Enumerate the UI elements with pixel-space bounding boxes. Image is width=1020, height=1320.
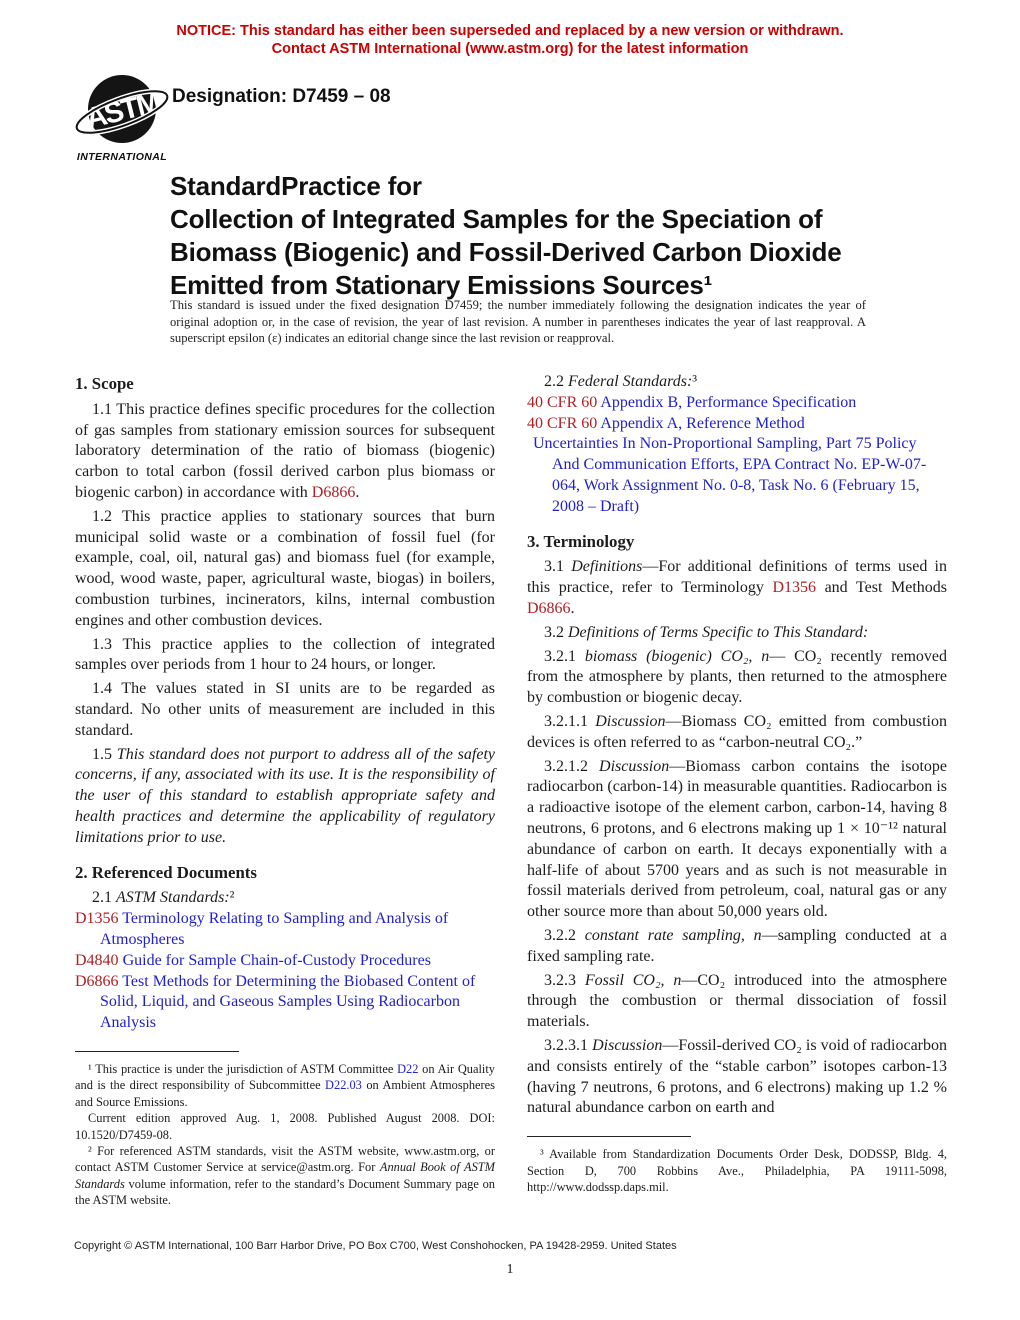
text-segment: biomass (biogenic) CO₂, n [584, 647, 770, 665]
reference-item-d1356 [75, 909, 495, 951]
text-segment: Definitions [571, 558, 643, 576]
doc-link[interactable]: Guide for Sample Chain-of-Custody Procedures [122, 951, 431, 969]
doc-link[interactable]: D4840 [75, 951, 123, 969]
reference-item-d6866 [75, 972, 495, 1034]
text-segment: 1.2 This practice applies to stationary sources that burn municipal solid waste or a combination of fossil fuel (for example, coal, oil, natural gas) and biomass fuel (for example, wood, wood waste, paper, agricultural waste, biogas) in boilers, combustion turbines, incinerators, kilns, internal combustion engines and other combustion devices. [75, 507, 495, 629]
text-segment: 3.2.1.2 [544, 757, 600, 775]
text-segment: ASTM Standards: [116, 889, 230, 907]
text-segment: 3.2.3 [544, 971, 585, 989]
text-segment: Fossil CO₂, n [584, 971, 682, 989]
text-segment: —Biomass CO₂ emitted from combustion devices is often referred to as “carbon-neutral CO₂.” [527, 712, 947, 751]
text-segment: Annual Book of ASTM Standards [75, 1160, 496, 1191]
text-segment: 2.2 [544, 373, 568, 390]
text-segment: Discussion [592, 1036, 663, 1054]
federal-ref-appendix-b [527, 393, 947, 414]
text-segment: volume information, refer to the standard’s Document Summary page on the ASTM website. [75, 1176, 495, 1208]
doc-link[interactable]: D1356 [772, 579, 816, 597]
text-segment: ² [229, 889, 235, 907]
text-segment: Current edition approved Aug. 1, 2008. Published August 2008. DOI: 10.1520/D7459-08. [75, 1111, 495, 1142]
right-footnotes [527, 1136, 947, 1195]
doc-link[interactable]: D6866 [527, 599, 571, 617]
supersession-notice [0, 22, 1020, 58]
paragraph-2-2 [527, 372, 947, 393]
paragraph-3-2-3 [527, 971, 947, 1033]
issuance-note: This standard is issued under the fixed designation D7459; the number immediately following the designation indicates the year of original adoption or, in the case of revision, the year of last revision. A number in parentheses indicates the year of last reapproval. A superscript epsilon (ε) indicates an editorial change since the last revision or reapproval. [170, 298, 866, 345]
reference-item-d4840 [75, 951, 495, 972]
left-footnotes [75, 1051, 495, 1209]
copyright-line: Copyright © ASTM International, 100 Barr Harbor Drive, PO Box C700, West Conshohocken, PA 19428-2959. United States [74, 1240, 677, 1252]
body-columns [75, 372, 947, 1209]
paragraph-1-4 [75, 679, 495, 741]
paragraph-3-1 [527, 557, 947, 619]
text-segment: . [570, 599, 575, 617]
text-segment: . [355, 483, 360, 501]
footnote-1-edition [75, 1110, 495, 1143]
footnote-3 [527, 1146, 947, 1195]
doc-link[interactable]: D22 [397, 1061, 419, 1076]
doc-link[interactable]: D6866 [311, 483, 356, 501]
text-segment: on Ambient Atmospheres and Source Emissions. [75, 1078, 496, 1109]
text-segment: constant rate sampling, n [584, 926, 762, 944]
text-segment: —sampling conducted at a fixed sampling rate. [527, 926, 948, 965]
paragraph-3-2-1-2 [527, 757, 947, 923]
astm-logo-international: INTERNATIONAL [76, 151, 168, 163]
title-line-3: Biomass (Biogenic) and Fossil-Derived Carbon Dioxide [170, 237, 842, 267]
section-heading-referenced-documents: 2. Referenced Documents [75, 862, 257, 882]
right-column [527, 372, 947, 1209]
footnote-rule-right [527, 1136, 691, 1137]
designation: Designation: D7459 – 08 [172, 86, 391, 107]
text-segment: and Test Methods [816, 579, 947, 597]
paragraph-3-2-1 [527, 647, 947, 709]
doc-link[interactable]: D22.03 [325, 1078, 362, 1093]
text-segment: Discussion [599, 757, 670, 775]
title-line-4: Emitted from Stationary Emissions Sources¹ [170, 270, 713, 300]
text-segment: ¹ This practice is under the jurisdiction of ASTM Committee [88, 1061, 398, 1076]
notice-line-2: Contact ASTM International (www.astm.org) for the latest information [271, 41, 749, 57]
text-segment: Federal Standards: [568, 373, 693, 390]
footnote-1 [75, 1061, 495, 1110]
text-segment: 3.2.3.1 [544, 1036, 593, 1054]
footnote-rule-left [75, 1051, 239, 1052]
paragraph-1-5 [75, 745, 495, 849]
astm-logo-icon [72, 72, 172, 150]
astm-logo [70, 72, 174, 163]
text-segment: —For additional definitions of terms used in this practice, refer to Terminology [527, 558, 948, 597]
paragraph-3-2-3-1 [527, 1036, 947, 1119]
text-segment: 2.1 [92, 889, 116, 907]
doc-link[interactable]: Appendix B, Performance Specification [597, 393, 857, 411]
section-heading-terminology: 3. Terminology [527, 531, 635, 551]
notice-line-1: NOTICE: This standard has either been superseded and replaced by a new version or withdrawn. [176, 23, 844, 39]
federal-ref-appendix-a [527, 414, 947, 435]
paragraph-1-3 [75, 635, 495, 677]
astm-logo-text: ASTM [82, 86, 163, 136]
doc-link[interactable]: 40 CFR 60 [527, 414, 598, 432]
text-segment: on Air Quality and is the direct responsibility of Subcommittee [75, 1061, 495, 1093]
text-segment: ³ [692, 373, 698, 390]
page-number: 1 [506, 1261, 514, 1276]
paragraph-3-2 [527, 623, 947, 644]
doc-link[interactable]: Appendix A, Reference Method [597, 414, 805, 432]
paragraph-2-1 [75, 888, 495, 909]
text-segment: Definitions of Terms Specific to This Standard: [568, 623, 869, 641]
text-segment: —Fossil-derived CO₂ is void of radiocarbon and consists entirely of the “stable carbon” isotopes carbon-13 (having 7 neutrons, 6 protons, and 6 electrons) making up 1.2 % natural abundance carbon on earth and [527, 1036, 947, 1117]
doc-link[interactable]: Uncertainties In Non-Proportional Sampling, Part 75 Policy And Communication Efforts, EPA Contract No. EP-W-07-064, Work Assignment No. 0-8, Task No. 6 (February 15, 2008 – Draft) [533, 435, 927, 515]
text-segment: ³ Available from Standardization Documents Order Desk, DODSSP, Bldg. 4, Section D, 700 Robbins Ave., Philadelphia, PA 19111-5098, http://www.dodssp.daps.mil. [527, 1147, 947, 1194]
title-line-1: StandardPractice for [170, 171, 422, 201]
doc-link[interactable]: Terminology Relating to Sampling and Analysis of Atmospheres [100, 910, 449, 948]
text-segment: 3.2.1.1 [544, 712, 596, 730]
doc-link[interactable]: D1356 [75, 910, 123, 928]
text-segment: 3.2.1 [544, 647, 585, 665]
text-segment: 3.1 [544, 558, 572, 576]
text-segment: 1.5 [92, 745, 117, 763]
text-segment: This standard does not purport to address all of the safety concerns, if any, associated with its use. It is the responsibility of the user of this standard to establish appropriate safety and health practices and determine the applicability of regulatory limitations prior to use. [75, 745, 496, 846]
paragraph-1-1 [75, 400, 495, 504]
text-segment: — CO₂ recently removed from the atmosphere by plants, then returned to the atmosphere by combustion or biogenic decay. [527, 647, 947, 707]
text-segment: —Biomass carbon contains the isotope radiocarbon (carbon-14) in measurable quantities. Radiocarbon is a radioactive isotope of the element carbon, carbon-14, having 8 neutrons, 6 protons, and 6 electrons making up 1 × 10⁻¹² natural abundance of carbon on earth. It decays exponentially with a half-life of about 5700 years and as such is not measurable in fossil materials derived from petroleum, coal, natural gas or any other source more than about 50,000 years old. [527, 757, 948, 921]
section-heading-scope: 1. Scope [75, 374, 134, 393]
text-segment: ² For referenced ASTM standards, visit the ASTM website, www.astm.org, or contact ASTM Customer Service at service@astm.org. For [75, 1143, 495, 1175]
text-segment: 1.4 The values stated in SI units are to be regarded as standard. No other units of measurement are included in this standard. [75, 680, 495, 739]
paragraph-3-2-1-1 [527, 712, 947, 754]
text-segment: 3.2.2 [544, 926, 585, 944]
document-title [170, 170, 894, 302]
text-segment: 1.3 This practice applies to the collection of integrated samples over periods from 1 hour to 24 hours, or longer. [75, 635, 495, 674]
paragraph-3-2-2 [527, 926, 947, 968]
doc-link[interactable]: 40 CFR 60 [527, 393, 598, 411]
text-segment: Discussion [595, 712, 666, 730]
federal-ref-uncertainties [527, 434, 947, 517]
paragraph-1-2 [75, 507, 495, 632]
footnote-2 [75, 1143, 495, 1209]
text-segment: 3.2 [544, 623, 568, 641]
text-segment: 1.1 This practice defines specific procedures for the collection of gas samples from stationary emission sources for subsequent laboratory determination of the ratio of biomass (biogenic) carbon to total carbon (fossil derived carbon plus biomass or biogenic carbon) in accordance with [75, 400, 495, 501]
left-column [75, 372, 495, 1209]
text-segment: —CO₂ introduced into the atmosphere through the combustion or thermal dissociation of fossil materials. [527, 971, 947, 1031]
doc-link[interactable]: D6866 [75, 972, 123, 990]
title-line-2: Collection of Integrated Samples for the Speciation of [170, 204, 823, 234]
doc-link[interactable]: Test Methods for Determining the Biobased Content of Solid, Liquid, and Gaseous Samples Using Radiocarbon Analysis [100, 972, 476, 1032]
